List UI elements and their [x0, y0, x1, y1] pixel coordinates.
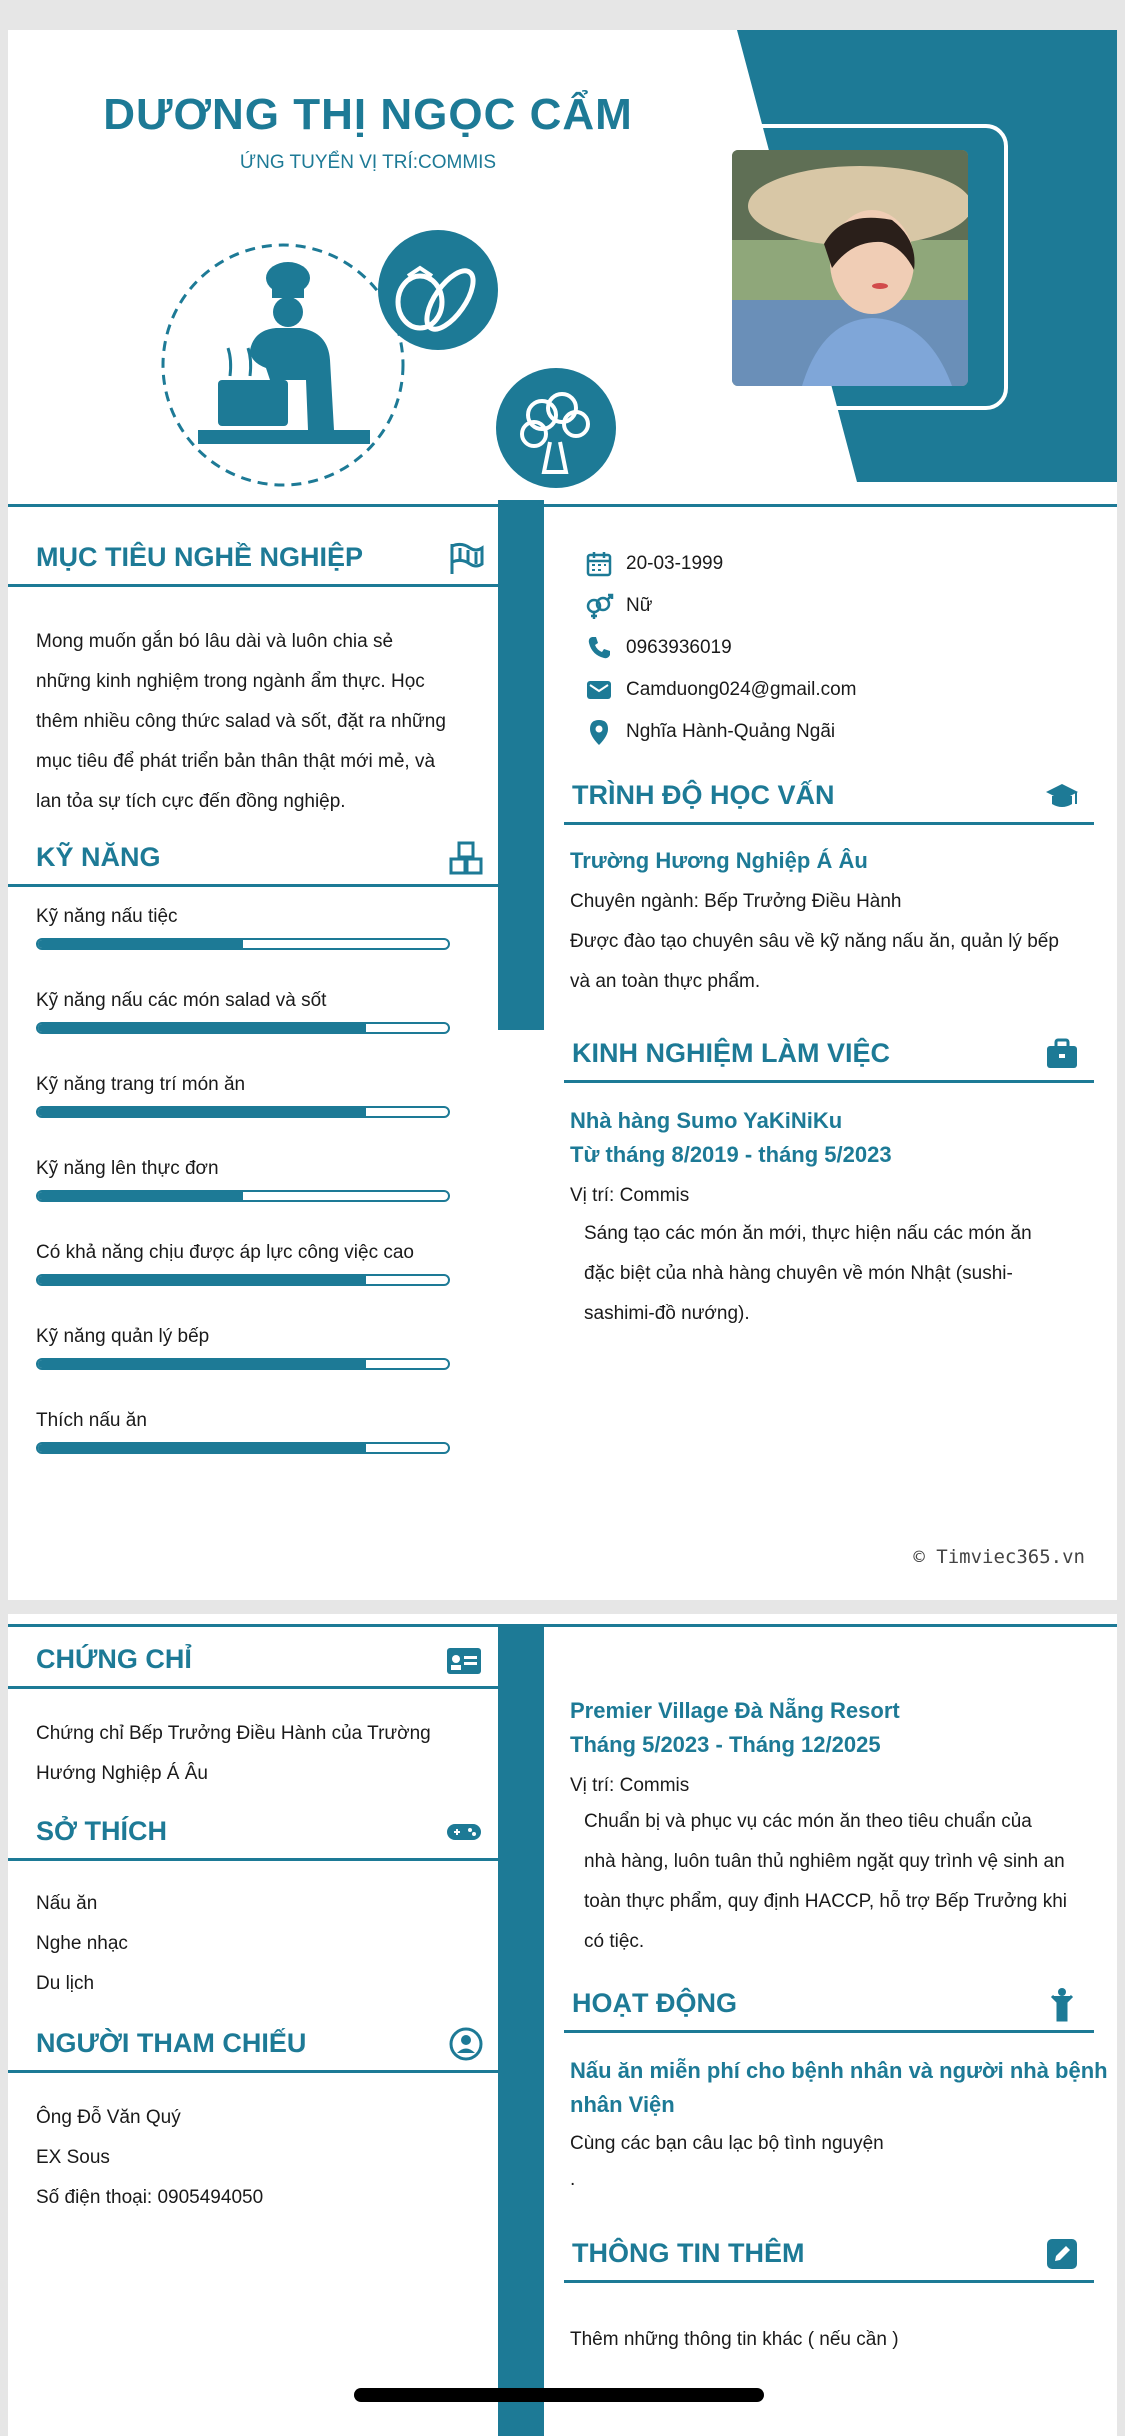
skill-level-fill: [38, 1192, 243, 1200]
additional-heading: [564, 2236, 1094, 2283]
objective-title: MỤC TIÊU NGHỀ NGHIỆP: [36, 542, 364, 572]
skill-level-bar: [36, 938, 450, 950]
objective-line: lan tỏa sự tích cực đến đồng nghiệp.: [36, 791, 346, 812]
gamepad-icon: [444, 1814, 484, 1850]
briefcase-icon: [1044, 1036, 1080, 1072]
references-heading: [8, 2026, 498, 2073]
objective-line: mục tiêu để phát triển bản thân thật mới mẻ, và: [36, 751, 436, 772]
skills-title: KỸ NĂNG: [36, 842, 161, 872]
skill-level-bar: [36, 1190, 450, 1202]
skills-heading: [8, 840, 498, 887]
skill-level-bar: [36, 1106, 450, 1118]
job-1-company: Nhà hàng Sumo YaKiNiKu: [570, 1108, 843, 1133]
activities-title: HOẠT ĐỘNG: [572, 1988, 737, 2018]
skill-level-bar: [36, 1442, 450, 1454]
phone-icon: [584, 633, 614, 663]
education-school: Trường Hương Nghiệp Á Âu: [570, 848, 868, 873]
education-line: Được đào tạo chuyên sâu về kỹ năng nấu ăn, quản lý bếp: [570, 931, 1059, 952]
hobbies-heading: [8, 1814, 498, 1861]
calendar-icon: [584, 549, 614, 579]
reference-line: Ông Đỗ Văn Quý: [36, 2107, 181, 2128]
contact-row: [584, 714, 835, 750]
job-2-line: Chuẩn bị và phục vụ các món ăn theo tiêu chuẩn của: [584, 1811, 1032, 1832]
activities-heading: [564, 1986, 1094, 2033]
job-2-line: nhà hàng, luôn tuân thủ nghiêm ngặt quy trình vệ sinh an: [584, 1851, 1065, 1872]
contact-row: [584, 672, 857, 708]
skill-level-bar: [36, 1022, 450, 1034]
job-1-line: sashimi-đồ nướng).: [584, 1303, 750, 1324]
job-2-period: Tháng 5/2023 - Tháng 12/2025: [570, 1732, 881, 1757]
watermark: © Timviec365.vn: [913, 1546, 1085, 1568]
activity-title-line-2: nhân Viện: [570, 2092, 675, 2117]
activity-title-line-1: Nấu ăn miễn phí cho bệnh nhân và người nhà bệnh: [570, 2058, 1108, 2083]
objective-line: Mong muốn gắn bó lâu dài và luôn chia sẻ: [36, 631, 394, 652]
chef-illustration: [158, 230, 628, 520]
contact-row: [584, 546, 723, 582]
skill-label: Kỹ năng trang trí món ăn: [36, 1074, 246, 1095]
edit-icon: [1044, 2236, 1080, 2272]
experience-title: KINH NGHIỆM LÀM VIỆC: [572, 1038, 891, 1068]
reference-line: EX Sous: [36, 2147, 110, 2168]
hobby-item: Du lịch: [36, 1973, 95, 1994]
education-line: và an toàn thực phẩm.: [570, 971, 761, 992]
graduation-cap-icon: [1044, 778, 1080, 814]
skill-label: Kỹ năng quản lý bếp: [36, 1326, 210, 1347]
contact-text: Camduong024@gmail.com: [626, 679, 857, 700]
objective-heading: [8, 540, 498, 587]
job-1-role: Vị trí: Commis: [570, 1185, 690, 1206]
education-title: TRÌNH ĐỘ HỌC VẤN: [572, 780, 835, 810]
applied-position: ỨNG TUYỂN VỊ TRÍ:COMMIS: [239, 152, 497, 173]
job-2-line: toàn thực phẩm, quy định HACCP, hỗ trợ Bếp Trưởng khi: [584, 1891, 1068, 1912]
objective-line: thêm nhiều công thức salad và sốt, đặt ra những: [36, 711, 446, 732]
skill-level-fill: [38, 1360, 366, 1368]
contact-row: [584, 588, 652, 624]
job-2-company: Premier Village Đà Nẵng Resort: [570, 1698, 900, 1723]
resume-page-1: [8, 30, 1117, 1600]
certificates-title: CHỨNG CHỈ: [36, 1644, 192, 1674]
job-1-line: Sáng tạo các món ăn mới, thực hiện nấu các món ăn: [584, 1223, 1032, 1244]
contact-text: Nữ: [626, 595, 653, 616]
skill-label: Kỹ năng nấu các món salad và sốt: [36, 990, 327, 1011]
skill-level-fill: [38, 1276, 366, 1284]
objective-line: những kinh nghiệm trong ngành ẩm thực. Học: [36, 671, 425, 692]
skill-label: Có khả năng chịu được áp lực công việc cao: [36, 1242, 414, 1263]
flag-icon: [448, 540, 484, 576]
activity-extra: .: [570, 2169, 576, 2190]
skill-level-bar: [36, 1274, 450, 1286]
contact-text: 0963936019: [626, 637, 732, 658]
page-2-top-rule: [8, 1624, 1117, 1627]
email-icon: [584, 675, 614, 705]
user-circle-icon: [448, 2026, 484, 2062]
education-major: Chuyên ngành: Bếp Trưởng Điều Hành: [570, 891, 902, 912]
skill-level-bar: [36, 1358, 450, 1370]
hobby-item: Nghe nhạc: [36, 1933, 128, 1954]
candidate-name: DƯƠNG THỊ NGỌC CẨM: [103, 90, 633, 139]
job-1-line: đặc biệt của nhà hàng chuyên về món Nhật (sushi-: [584, 1263, 1013, 1284]
gender-icon: [584, 591, 614, 621]
column-divider: [498, 1626, 544, 2436]
skill-label: Kỹ năng nấu tiệc: [36, 906, 178, 927]
child-icon: [1044, 1986, 1080, 2022]
skill-label: Kỹ năng lên thực đơn: [36, 1158, 219, 1179]
resume-page-2: [8, 1614, 1117, 2436]
additional-title: THÔNG TIN THÊM: [572, 2238, 805, 2268]
skill-level-fill: [38, 940, 243, 948]
job-2-line: có tiệc.: [584, 1931, 645, 1952]
skill-label: Thích nấu ăn: [36, 1410, 147, 1431]
job-1-period: Từ tháng 8/2019 - tháng 5/2023: [570, 1142, 892, 1167]
skill-level-fill: [38, 1024, 366, 1032]
hobbies-title: SỞ THÍCH: [36, 1816, 168, 1846]
cubes-icon: [448, 840, 484, 876]
id-card-icon: [444, 1642, 484, 1678]
profile-photo: [732, 150, 968, 386]
hobby-item: Nấu ăn: [36, 1893, 98, 1914]
job-2-role: Vị trí: Commis: [570, 1775, 690, 1796]
contact-row: [584, 630, 732, 666]
activity-text: Cùng các bạn câu lạc bộ tình nguyện: [570, 2133, 884, 2154]
skill-level-fill: [38, 1108, 366, 1116]
skill-level-fill: [38, 1444, 366, 1452]
certificates-heading: [8, 1642, 498, 1689]
home-indicator: [354, 2388, 764, 2402]
certificate-line: Hướng Nghiệp Á Âu: [36, 1763, 208, 1784]
education-heading: [564, 778, 1094, 825]
reference-line: Số điện thoại: 0905494050: [36, 2187, 264, 2208]
additional-text: Thêm những thông tin khác ( nếu cần ): [570, 2329, 899, 2350]
references-title: NGƯỜI THAM CHIẾU: [36, 2028, 307, 2058]
contact-text: Nghĩa Hành-Quảng Ngãi: [626, 721, 836, 742]
experience-heading: [564, 1036, 1094, 1083]
certificate-line: Chứng chỉ Bếp Trưởng Điều Hành của Trường: [36, 1723, 431, 1744]
column-divider-bar: [498, 500, 544, 1030]
location-icon: [584, 717, 614, 747]
header-divider: [8, 504, 1117, 507]
contact-text: 20-03-1999: [626, 553, 724, 574]
